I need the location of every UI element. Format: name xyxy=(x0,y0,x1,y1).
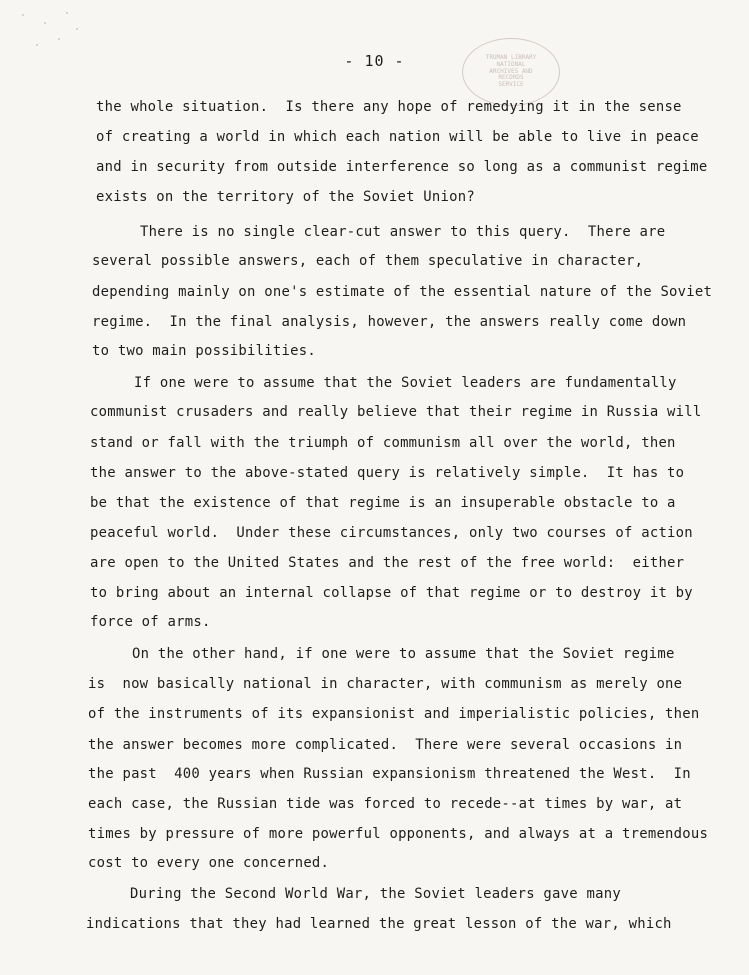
text-line: If one were to assume that the Soviet leaders are fundamentally xyxy=(134,375,677,391)
text-line: On the other hand, if one were to assume that the Soviet regime xyxy=(132,646,675,662)
text-line: of the instruments of its expansionist and imperialistic policies, then xyxy=(88,706,700,722)
stamp-line: NATIONAL xyxy=(496,60,526,68)
text-line: the answer to the above-stated query is relatively simple. It has to xyxy=(90,465,685,481)
text-line: communist crusaders and really believe that their regime in Russia will xyxy=(90,404,702,420)
text-line: peaceful world. Under these circumstances, only two courses of action xyxy=(90,525,693,541)
archive-stamp xyxy=(462,38,560,106)
text-line: regime. In the final analysis, however, the answers really come down xyxy=(92,314,687,330)
text-line: and in security from outside interference so long as a communist regime xyxy=(96,159,708,175)
page-number: - 10 - xyxy=(344,52,405,70)
text-line: to bring about an internal collapse of that regime or to destroy it by xyxy=(90,585,693,601)
text-line: force of arms. xyxy=(90,614,211,630)
text-line: stand or fall with the triumph of communism all over the world, then xyxy=(90,435,676,451)
text-line: be that the existence of that regime is an insuperable obstacle to a xyxy=(90,495,676,511)
text-line: exists on the territory of the Soviet Union? xyxy=(96,189,475,205)
text-line: several possible answers, each of them speculative in character, xyxy=(92,253,644,269)
text-line: times by pressure of more powerful opponents, and always at a tremendous xyxy=(88,826,709,842)
text-line: indications that they had learned the great lesson of the war, which xyxy=(86,916,672,932)
text-line: are open to the United States and the rest of the free world: either xyxy=(90,555,685,571)
text-line: During the Second World War, the Soviet leaders gave many xyxy=(130,886,621,902)
text-line: depending mainly on one's estimate of the essential nature of the Soviet xyxy=(92,284,713,300)
text-line: the whole situation. Is there any hope of remedying it in the sense xyxy=(96,99,682,115)
text-line: the answer becomes more complicated. There were several occasions in xyxy=(88,737,683,753)
text-line: cost to every one concerned. xyxy=(88,855,330,871)
text-line: is now basically national in character, with communism as merely one xyxy=(88,676,683,692)
stamp-line: ARCHIVES AND xyxy=(489,67,533,75)
stamp-line: SERVICE xyxy=(498,81,524,89)
stamp-line: TRUMAN LIBRARY xyxy=(485,53,537,61)
text-line: the past 400 years when Russian expansionism threatened the West. In xyxy=(88,766,691,782)
text-line: to two main possibilities. xyxy=(92,343,316,359)
text-line: of creating a world in which each nation will be able to live in peace xyxy=(96,129,699,145)
text-line: each case, the Russian tide was forced to recede--at times by war, at xyxy=(88,796,683,812)
stamp-line: RECORDS xyxy=(498,74,524,82)
text-line: There is no single clear-cut answer to this query. There are xyxy=(140,224,666,240)
